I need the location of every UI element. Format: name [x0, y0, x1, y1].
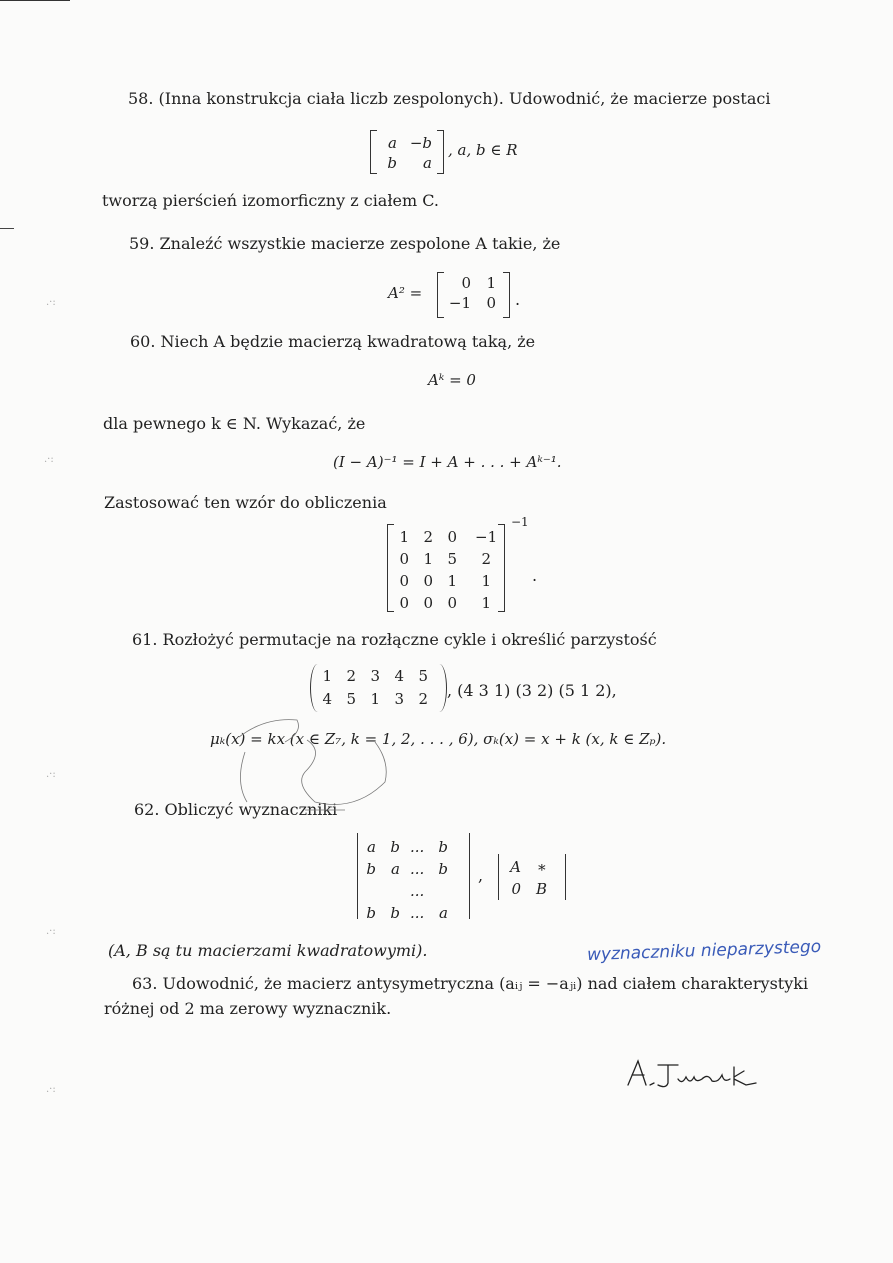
matrix-cell: 2	[481, 550, 491, 568]
matrix-cell: 1	[322, 667, 332, 685]
problem-59-intro: 59. Znaleźć wszystkie macierze zespolone A takie, że	[129, 234, 561, 253]
problem-58-intro: 58. (Inna konstrukcja ciała liczb zespolonych). Udowodnić, że macierze postaci	[128, 89, 771, 108]
problem-63-line2: różnej od 2 ma zerowy wyznacznik.	[104, 999, 392, 1018]
matrix-cell: ...	[410, 904, 425, 922]
matrix-cell: b	[366, 904, 376, 922]
problem-61-intro: 61. Rozłożyć permutacje na rozłączne cykle i określić parzystość	[132, 630, 657, 649]
matrix-cell: 0	[399, 572, 409, 590]
matrix-cell: b	[390, 838, 400, 856]
problem-58-conclusion: tworzą pierścień izomorficzny z ciałem C.	[102, 191, 440, 210]
matrix-cell: 2	[423, 528, 433, 546]
matrix-cell: ∗	[536, 858, 547, 876]
problem-61-cycles: , (4 3 1) (3 2) (5 1 2),	[447, 681, 617, 700]
matrix-cell: b	[438, 860, 448, 878]
problem-60-intro: 60. Niech A będzie macierzą kwadratową taką, że	[130, 332, 536, 351]
matrix-60-exponent: −1	[511, 515, 529, 529]
matrix-cell: b	[387, 154, 397, 172]
matrix-cell: 4	[394, 667, 404, 685]
problem-62-intro: 62. Obliczyć wyznaczniki	[134, 800, 338, 819]
matrix-cell: 0	[447, 594, 457, 612]
matrix-cell: 2	[346, 667, 356, 685]
matrix-cell: 0	[486, 294, 496, 312]
problem-58-condition: , a, b ∈ R	[448, 141, 518, 159]
problem-60-eq1: Aᵏ = 0	[428, 371, 476, 389]
problem-63-line1: 63. Udowodnić, że macierz antysymetryczna (aᵢⱼ = −aⱼᵢ) nad ciałem charakterystyki	[132, 974, 809, 993]
matrix-cell: B	[535, 880, 547, 898]
matrix-cell: a	[367, 838, 376, 856]
matrix-cell: 1	[486, 274, 496, 292]
problem-60-end: .	[532, 566, 538, 585]
matrix-cell: A	[510, 858, 521, 876]
matrix-cell: 3	[370, 667, 380, 685]
matrix-cell: b	[366, 860, 376, 878]
problem-60-eq2: (I − A)⁻¹ = I + A + . . . + Aᵏ⁻¹.	[333, 453, 562, 471]
matrix-cell: b	[438, 838, 448, 856]
matrix-cell: ...	[410, 838, 425, 856]
matrix-cell: 0	[511, 880, 521, 898]
matrix-cell: 1	[423, 550, 433, 568]
matrix-cell: 5	[346, 690, 356, 708]
problem-60-line2: dla pewnego k ∈ N. Wykazać, że	[103, 414, 366, 433]
matrix-cell: 0	[399, 550, 409, 568]
matrix-cell: 1	[447, 572, 457, 590]
matrix-cell: 0	[423, 572, 433, 590]
matrix-cell: ...	[410, 882, 425, 900]
matrix-cell: 4	[322, 690, 332, 708]
matrix-cell: 1	[399, 528, 409, 546]
matrix-cell: 0	[447, 528, 457, 546]
matrix-cell: 2	[418, 690, 428, 708]
matrix-cell: a	[388, 134, 397, 152]
matrix-cell: −1	[475, 528, 498, 546]
problem-59-end: .	[515, 290, 521, 309]
matrix-cell: 3	[394, 690, 404, 708]
matrix-cell: ...	[410, 860, 425, 878]
matrix-cell: 0	[461, 274, 471, 292]
matrix-cell: 0	[399, 594, 409, 612]
matrix-cell: −b	[409, 134, 432, 152]
matrix-cell: a	[439, 904, 448, 922]
matrix-cell: a	[423, 154, 432, 172]
problem-62-note: (A, B są tu macierzami kwadratowymi).	[108, 941, 428, 960]
signature-image	[622, 1055, 772, 1095]
matrix-cell: 1	[370, 690, 380, 708]
determinant-comma: ,	[478, 866, 484, 885]
matrix-cell: 5	[447, 550, 457, 568]
matrix-cell: a	[391, 860, 400, 878]
matrix-cell: b	[390, 904, 400, 922]
matrix-cell: 1	[481, 572, 491, 590]
matrix-cell: 5	[418, 667, 428, 685]
matrix-cell: −1	[448, 294, 471, 312]
pencil-scribble	[225, 712, 425, 822]
problem-60-line3: Zastosować ten wzór do obliczenia	[104, 493, 387, 512]
problem-61-line2: μₖ(x) = kx (x ∈ Z₇, k = 1, 2, . . . , 6), σₖ(x) = x + k (x, k ∈ Zₚ).	[210, 730, 667, 748]
matrix-cell: 0	[423, 594, 433, 612]
problem-59-lhs: A² =	[388, 284, 423, 302]
matrix-cell: 1	[481, 594, 491, 612]
handwritten-note: wyznaczniku nieparzystego	[586, 936, 822, 966]
